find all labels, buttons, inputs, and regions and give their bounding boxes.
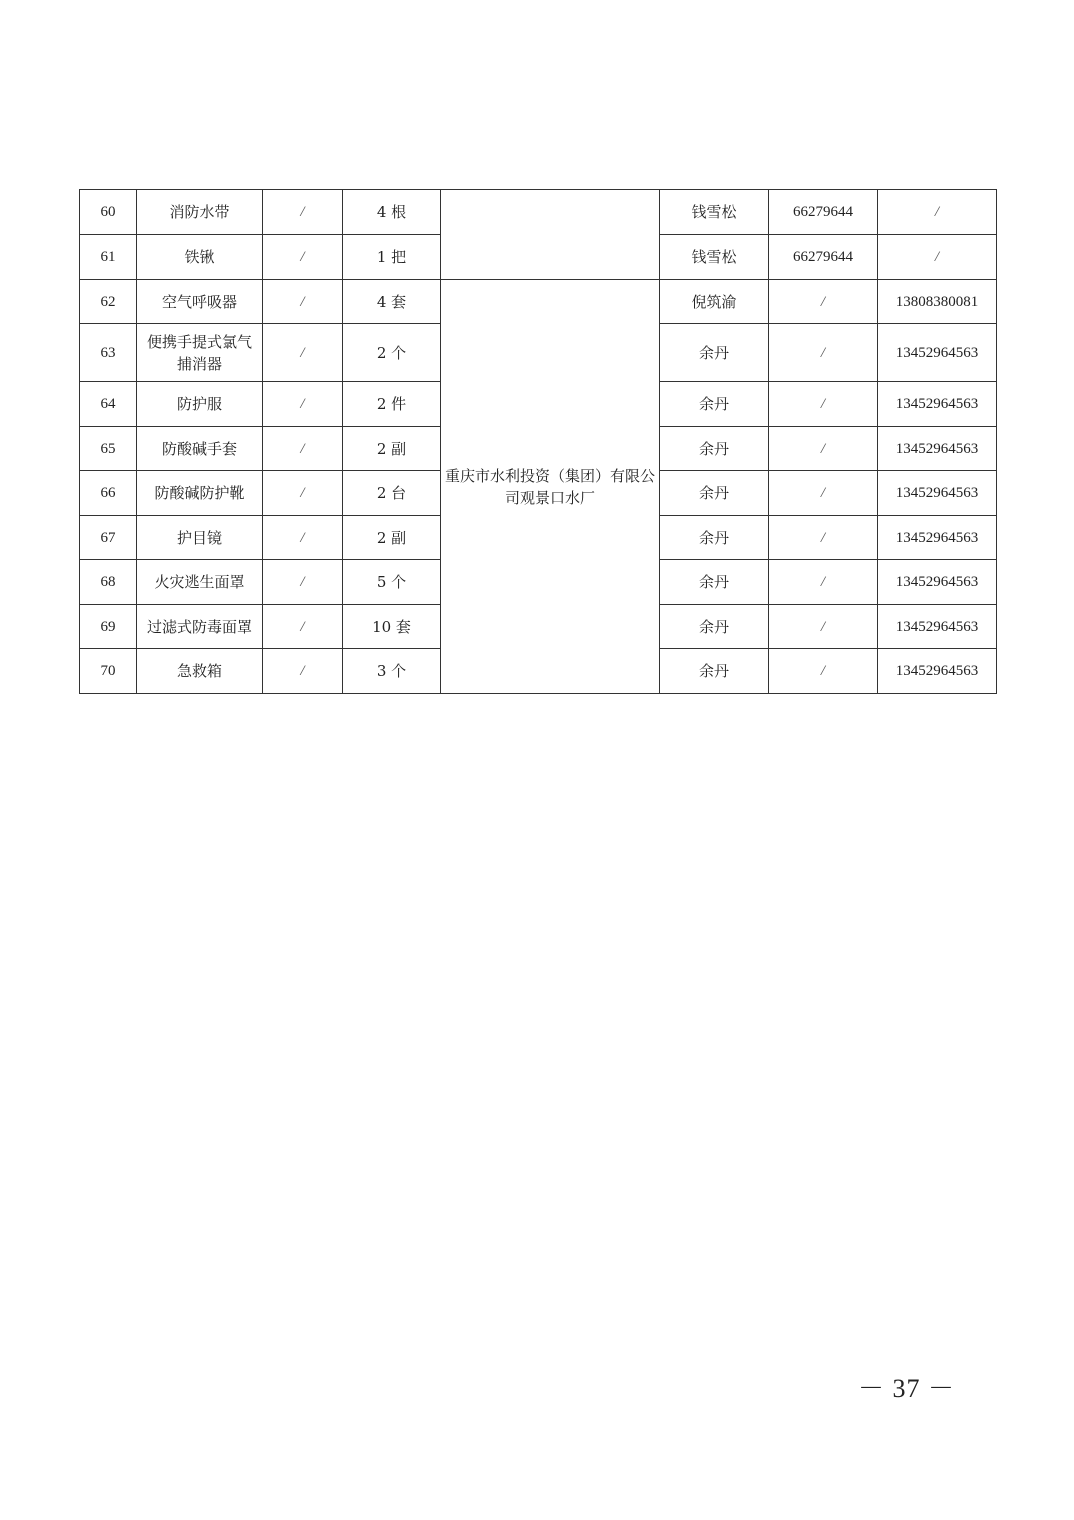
contact-person: 余丹 bbox=[660, 649, 769, 694]
office-phone: / bbox=[769, 471, 878, 516]
equipment-quantity: 10 套 bbox=[343, 605, 441, 649]
row-number: 66 bbox=[80, 471, 137, 516]
row-number: 64 bbox=[80, 382, 137, 427]
table-row bbox=[80, 190, 997, 235]
equipment-quantity: 4 根 bbox=[343, 190, 441, 235]
equipment-name: 便携手提式氯气捕消器 bbox=[137, 324, 263, 382]
office-phone: / bbox=[769, 649, 878, 694]
mobile-phone: 13452964563 bbox=[878, 471, 997, 516]
row-number: 69 bbox=[80, 605, 137, 649]
row-number: 61 bbox=[80, 235, 137, 280]
office-phone: / bbox=[769, 280, 878, 324]
mobile-phone: 13808380081 bbox=[878, 280, 997, 324]
equipment-spec: / bbox=[263, 560, 343, 605]
equipment-name: 空气呼吸器 bbox=[137, 280, 263, 324]
equipment-spec: / bbox=[263, 471, 343, 516]
equipment-name: 过滤式防毒面罩 bbox=[137, 605, 263, 649]
mobile-phone: 13452964563 bbox=[878, 605, 997, 649]
equipment-name: 铁锹 bbox=[137, 235, 263, 280]
contact-person: 余丹 bbox=[660, 324, 769, 382]
equipment-spec: / bbox=[263, 516, 343, 560]
contact-person: 余丹 bbox=[660, 605, 769, 649]
office-phone: / bbox=[769, 605, 878, 649]
row-number: 70 bbox=[80, 649, 137, 694]
row-number: 68 bbox=[80, 560, 137, 605]
mobile-phone: 13452964563 bbox=[878, 560, 997, 605]
equipment-name: 防酸碱防护靴 bbox=[137, 471, 263, 516]
contact-person: 钱雪松 bbox=[660, 235, 769, 280]
equipment-quantity: 2 台 bbox=[343, 471, 441, 516]
office-phone: / bbox=[769, 382, 878, 427]
equipment-quantity: 3 个 bbox=[343, 649, 441, 694]
mobile-phone: 13452964563 bbox=[878, 649, 997, 694]
equipment-quantity: 1 把 bbox=[343, 235, 441, 280]
contact-person: 余丹 bbox=[660, 516, 769, 560]
contact-person: 倪筑渝 bbox=[660, 280, 769, 324]
equipment-spec: / bbox=[263, 649, 343, 694]
office-phone: / bbox=[769, 427, 878, 471]
equipment-quantity: 2 副 bbox=[343, 427, 441, 471]
office-phone: / bbox=[769, 516, 878, 560]
equipment-spec: / bbox=[263, 190, 343, 235]
equipment-name: 护目镜 bbox=[137, 516, 263, 560]
row-number: 67 bbox=[80, 516, 137, 560]
office-phone: / bbox=[769, 324, 878, 382]
equipment-table bbox=[79, 189, 997, 694]
equipment-spec: / bbox=[263, 382, 343, 427]
contact-person: 余丹 bbox=[660, 471, 769, 516]
table-row bbox=[80, 280, 997, 324]
equipment-quantity: 2 件 bbox=[343, 382, 441, 427]
page-number: － 37 － bbox=[858, 1374, 956, 1403]
equipment-quantity: 2 个 bbox=[343, 324, 441, 382]
equipment-spec: / bbox=[263, 280, 343, 324]
contact-person: 余丹 bbox=[660, 382, 769, 427]
equipment-spec: / bbox=[263, 235, 343, 280]
location-cell bbox=[441, 190, 660, 280]
equipment-quantity: 4 套 bbox=[343, 280, 441, 324]
equipment-name: 防护服 bbox=[137, 382, 263, 427]
equipment-quantity: 5 个 bbox=[343, 560, 441, 605]
mobile-phone: 13452964563 bbox=[878, 382, 997, 427]
equipment-name: 消防水带 bbox=[137, 190, 263, 235]
equipment-spec: / bbox=[263, 605, 343, 649]
office-phone: 66279644 bbox=[769, 190, 878, 235]
mobile-phone: 13452964563 bbox=[878, 427, 997, 471]
equipment-name: 防酸碱手套 bbox=[137, 427, 263, 471]
equipment-quantity: 2 副 bbox=[343, 516, 441, 560]
equipment-name: 急救箱 bbox=[137, 649, 263, 694]
mobile-phone: / bbox=[878, 235, 997, 280]
row-number: 63 bbox=[80, 324, 137, 382]
mobile-phone: 13452964563 bbox=[878, 324, 997, 382]
mobile-phone: 13452964563 bbox=[878, 516, 997, 560]
office-phone: 66279644 bbox=[769, 235, 878, 280]
contact-person: 钱雪松 bbox=[660, 190, 769, 235]
contact-person: 余丹 bbox=[660, 427, 769, 471]
location-cell: 重庆市水利投资（集团）有限公司观景口水厂 bbox=[441, 280, 660, 694]
equipment-spec: / bbox=[263, 324, 343, 382]
row-number: 65 bbox=[80, 427, 137, 471]
mobile-phone: / bbox=[878, 190, 997, 235]
equipment-name: 火灾逃生面罩 bbox=[137, 560, 263, 605]
office-phone: / bbox=[769, 560, 878, 605]
contact-person: 余丹 bbox=[660, 560, 769, 605]
row-number: 62 bbox=[80, 280, 137, 324]
equipment-spec: / bbox=[263, 427, 343, 471]
row-number: 60 bbox=[80, 190, 137, 235]
